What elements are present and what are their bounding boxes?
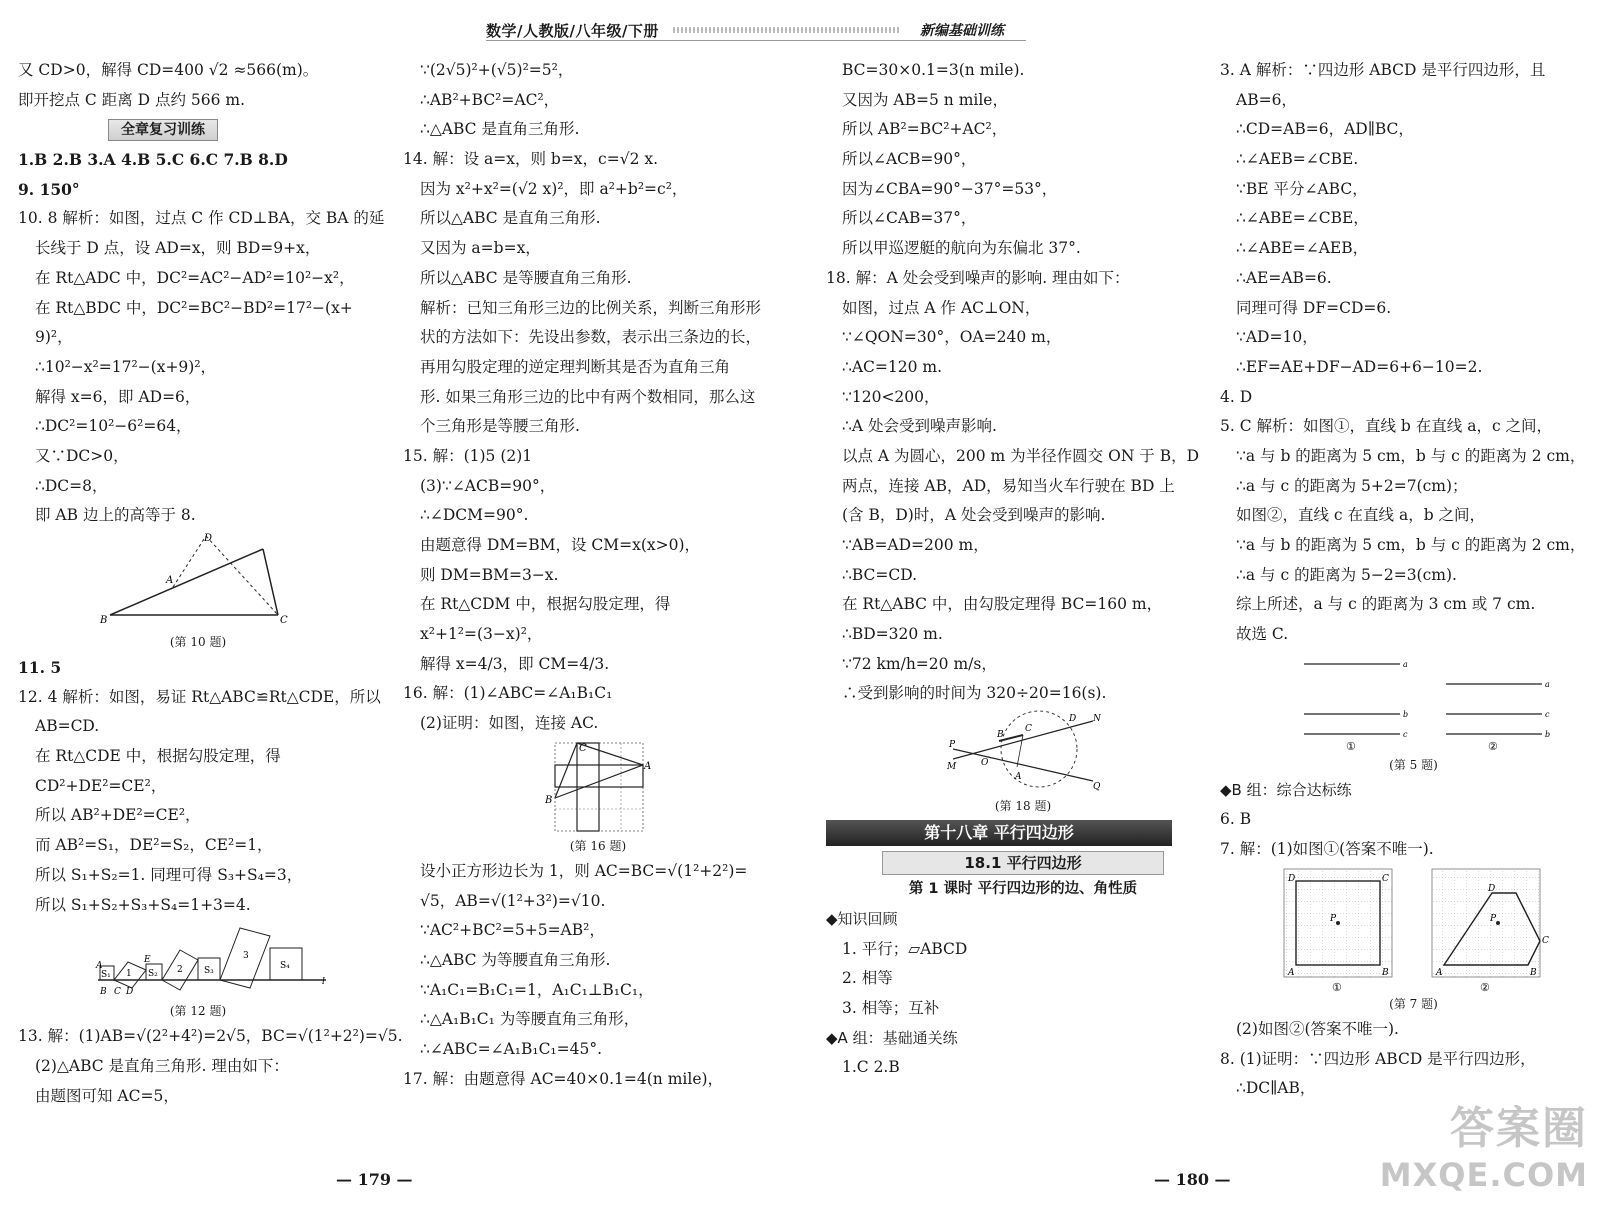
text-line: ∴∠DCM=90°. [420,506,529,525]
text-line: 11. 5 [18,658,62,677]
text-line: 以点 A 为圆心，200 m 为半径作圆交 ON 于 B，D [842,446,1200,465]
text-line: 1.C 2.B [842,1058,900,1077]
text-line: 17. 解：由题意得 AC=40×0.1=4(n mile)， [403,1069,724,1088]
text-line: CD²+DE²=CE²， [35,776,167,795]
label-q: Q [1093,782,1101,793]
text-line: 即 AB 边上的高等于 8. [35,506,196,525]
label-d: D [126,987,134,998]
text-line: 因为 x²+x²=(√2 x)²，即 a²+b²=c²， [420,179,688,198]
text-line: 在 Rt△CDM 中，根据勾股定理，得 [420,595,671,614]
label-n2: 2 [177,965,183,976]
text-line: 2. 相等 [842,969,893,988]
figure-12 [68,920,328,1000]
text-line: 长线于 D 点，设 AD=x，则 BD=9+x， [35,239,321,258]
text-line: ∴∠AEB=∠CBE. [1236,150,1359,169]
text-line: 7. 解：(1)如图①(答案不唯一). [1220,840,1434,859]
text-line: 3. A 解析：∵四边形 ABCD 是平行四边形，且 [1220,61,1546,79]
figure-16 [543,739,653,835]
group-heading: ◆知识回顾 [826,909,898,928]
text-line: 解得 x=6，即 AD=6， [35,387,201,406]
text-line: 3. 相等；互补 [842,998,940,1017]
label-c: C [1025,724,1032,735]
text-line: ∴∠ABE=∠AEB， [1236,239,1369,258]
text-line: ∴10²−x²=17²−(x+9)²， [35,357,217,376]
label-a: A [1287,967,1294,978]
text-line: 所以 S₁+S₂+S₃+S₄=1+3=4. [35,895,251,914]
text-line: 而 AB²=S₁，DE²=S₂，CE²=1， [35,836,273,855]
label-d: D [1487,883,1495,894]
column-1 [18,56,403,1111]
label-c: c [1544,709,1549,719]
text-line: ∴受到影响的时间为 320÷20=16(s). [842,684,1107,703]
text-line: 两点，连接 AB，AD，易知当火车行驶在 BD 上 [842,476,1175,495]
figure-caption: (第 12 题) [169,1004,227,1019]
text-line: 所以 AB²=BC²+AC²， [842,120,1008,139]
text-line: ∴AE=AB=6. [1236,268,1332,287]
text-line: 所以△ABC 是等腰直角三角形. [420,268,632,287]
chapter-banner: 第十八章 平行四边形 [826,820,1172,846]
text-line: √5，AB=√(1²+3²)=√10. [420,891,606,910]
label-c: C [280,615,288,626]
text-line: ∵BE 平分∠ABC， [1236,179,1368,198]
text-line: 所以∠CAB=37°， [842,209,977,228]
label-b: B [100,987,107,998]
label-a: A [1435,967,1442,978]
figure-10 [98,531,298,631]
text-line: ∵AC²+BC²=5+5=AB²， [420,921,605,940]
figure-caption: (第 5 题) [1389,757,1438,772]
label-a: A [644,760,652,772]
label-a: A [1015,772,1022,783]
label-one: ① [1345,739,1356,753]
text-line: 状的方法如下：先设出参数，表示出三条边的长， [420,328,762,347]
text-line: 在 Rt△ABC 中，由勾股定理得 BC=160 m， [842,595,1163,614]
text-line: 所以甲巡逻艇的航向为东偏北 37°. [842,239,1081,258]
text-line: 如图，过点 A 作 AC⊥ON， [842,298,1041,317]
text-line: ∵120<200， [842,387,940,406]
text-line: 所以 AB²+DE²=CE²， [35,806,201,825]
text-line: 个三角形是等腰三角形. [420,417,580,436]
text-line: 又 CD>0，解得 CD=400 √2 ≈566(m)。 [18,61,319,79]
label-b: b [1544,729,1550,739]
figure-caption: (第 7 题) [1389,996,1438,1011]
watermark-logo-text: 答案圈 [1450,1103,1588,1154]
text-line: 同理可得 DF=CD=6. [1236,298,1392,317]
label-c: C [1541,935,1549,946]
text-line: 1. 平行；▱ABCD [842,939,968,958]
text-line: ∵(2√5)²+(√5)²=5²， [420,61,574,79]
label-m: M [947,762,957,773]
text-line: 又因为 AB=5 n mile， [842,90,1008,109]
label-o: O [981,758,989,769]
watermark-url: MXQE.COM [1379,1156,1588,1194]
text-line: ∵72 km/h=20 m/s， [842,654,997,673]
text-line: ∴DC=8， [35,476,108,495]
text-line: ∵AD=10， [1236,328,1318,347]
text-line: ∴∠ABC=∠A₁B₁C₁=45°. [420,1039,603,1058]
text-line: ∴a 与 c 的距离为 5+2=7(cm)； [1236,476,1468,495]
text-line: BC=30×0.1=3(n mile). [842,61,1025,79]
text-line: 又∵DC>0， [35,446,129,465]
label-s2: S₂ [148,969,158,980]
text-line: 设小正方形边长为 1，则 AC=BC=√(1²+2²)= [420,861,748,880]
label-d: D [1069,714,1077,725]
text-line: ∴AB²+BC²=AC²， [420,90,560,109]
subsection-banner: 18.1 平行四边形 [882,851,1164,875]
text-line: ∵AB=AD=200 m， [842,536,989,554]
label-a: a [1544,679,1550,689]
watermark [1380,1092,1588,1194]
label-two: ② [1487,739,1498,753]
text-line: ∴EF=AE+DF−AD=6+6−10=2. [1236,357,1483,376]
text-line: 13. 解：(1)AB=√(2²+4²)=2√5，BC=√(1²+2²)=√5. [18,1027,403,1046]
label-c: C [114,987,121,998]
text-line: ∴DC∥AB， [1236,1079,1316,1098]
text-line: ∴△A₁B₁C₁ 为等腰直角三角形， [420,1010,640,1029]
header-brand: 新编基础训练 [920,23,1004,39]
group-heading: ◆A 组：基础通关练 [826,1028,958,1047]
header-dots [673,27,900,33]
text-line: x²+1²=(3−x)²， [420,625,543,644]
text-line: (2)证明：如图，连接 AC. [420,714,599,733]
text-line: ∵∠QON=30°，OA=240 m， [842,328,1062,347]
lesson-title: 第 1 课时 平行四边形的边、角性质 [908,881,1138,898]
text-line: 由题意得 DM=BM，设 CM=x(x>0)， [420,536,701,554]
label-a: A [96,961,103,972]
text-line: 又因为 a=b=x， [420,239,541,258]
text-line: 5. C 解析：如图①，直线 b 在直线 a，c 之间， [1220,417,1553,436]
group-heading: ◆B 组：综合达标练 [1220,780,1352,799]
label-s4: S₄ [280,961,290,972]
label-n: N [1093,714,1101,725]
text-line: 所以∠ACB=90°， [842,150,977,169]
text-line: 如图②，直线 c 在直线 a，b 之间， [1236,506,1486,525]
text-line: 10. 8 解析：如图，过点 C 作 CD⊥BA，交 BA 的延 [18,209,385,228]
text-line: ∴∠ABE=∠CBE， [1236,209,1369,228]
text-line: 在 Rt△ADC 中，DC²=AC²−AD²=10²−x²， [35,268,355,287]
text-line: ∴DC²=10²−6²=64， [35,417,192,436]
text-line: ∴△ABC 为等腰直角三角形. [420,950,611,969]
figure-caption: (第 10 题) [169,635,227,649]
figure-7 [1274,865,1554,993]
label-p: P [1329,913,1336,924]
label-two: ② [1479,980,1490,993]
text-line: 8. (1)证明：∵四边形 ABCD 是平行四边形， [1220,1049,1536,1068]
label-l: l [322,977,325,988]
text-line: 14. 解：设 a=x，则 b=x，c=√2 x. [403,150,659,169]
figure-caption: (第 16 题) [569,838,627,853]
text-line: 1.B 2.B 3.A 4.B 5.C 6.C 7.B 8.D [18,150,288,170]
text-line: ∵a 与 b 的距离为 5 cm，b 与 c 的距离为 2 cm， [1236,446,1586,465]
text-line: 15. 解：(1)5 (2)1 [403,446,533,465]
label-p: P [1489,913,1496,924]
text-line: ∴A 处会受到噪声影响. [842,417,997,436]
label-c: C [1381,873,1389,884]
text-line: 因为∠CBA=90°−37°=53°， [842,179,1058,198]
label-c: C [579,742,587,754]
label-n3: 3 [243,951,249,962]
text-line: ∵a 与 b 的距离为 5 cm，b 与 c 的距离为 2 cm， [1236,536,1586,554]
figure-18 [943,709,1103,795]
text-line: 即开挖点 C 距离 D 点约 566 m. [18,90,246,109]
label-b: B [545,794,553,806]
label-a: A [166,575,174,586]
text-line: 形. 如果三角形三边的比中有两个数相同，那么这 [420,387,756,406]
text-line: 12. 4 解析：如图，易证 Rt△ABC≌Rt△CDE，所以 [18,687,381,706]
text-line: (2)△ABC 是直角三角形. 理由如下： [35,1056,289,1075]
running-header: 数学/人教版/八年级/下册 [486,22,659,40]
label-n1: 1 [126,969,132,980]
text-line: 18. 解：A 处会受到噪声的影响. 理由如下： [826,268,1130,287]
text-line: ∴CD=AB=6，AD∥BC， [1236,120,1414,139]
label-p: P [949,740,956,751]
text-line: (含 B，D)时，A 处会受到噪声的影响. [842,506,1106,525]
header-rule [486,40,1026,41]
text-line: 所以△ABC 是直角三角形. [420,209,601,228]
label-s1: S₁ [101,970,111,981]
text-line: AB=CD. [35,717,100,736]
label-b: B [100,615,108,626]
label-d: D [204,533,213,544]
text-line: 则 DM=BM=3−x. [420,565,559,584]
text-line: 在 Rt△CDE 中，根据勾股定理，得 [35,747,281,766]
text-line: AB=6， [1236,90,1297,109]
label-e: E [144,955,151,966]
text-line: 综上所述，a 与 c 的距离为 3 cm 或 7 cm. [1236,595,1536,614]
label-s3: S₃ [204,966,214,977]
label-a: a [1402,659,1408,669]
text-line: 再用勾股定理的逆定理判断其是否为直角三角 [420,357,731,376]
column-4 [1220,56,1591,1104]
text-line: 解析：已知三角形三边的比例关系，判断三角形形 [420,298,762,317]
text-line: ∴BC=CD. [842,565,918,584]
text-line: 所以 S₁+S₂=1. 同理可得 S₃+S₄=3， [35,865,303,884]
column-3 [826,56,1204,1083]
text-line: ∴△ABC 是直角三角形. [420,120,580,139]
text-line: ∵A₁C₁=B₁C₁=1，A₁C₁⊥B₁C₁， [420,980,654,999]
text-line: 4. D [1220,387,1253,406]
label-d: D [1287,873,1295,884]
label-b: B [1529,967,1537,978]
label-one: ① [1331,980,1342,993]
text-line: 16. 解：(1)∠ABC=∠A₁B₁C₁ [403,684,613,703]
column-2 [403,56,793,1094]
label-b: b [1402,709,1408,719]
label-b: B [997,730,1004,741]
text-line: 在 Rt△BDC 中，DC²=BC²−BD²=17²−(x+ [35,298,353,317]
text-line: 由题图可知 AC=5， [35,1086,179,1105]
figure-5 [1274,650,1554,754]
figure-caption: (第 18 题) [994,799,1052,814]
text-line: 解得 x=4/3，即 CM=4/3. [420,654,610,673]
text-line: 故选 C. [1236,625,1289,644]
text-line: (3)∵∠ACB=90°， [420,476,556,495]
text-line: 9)²， [35,328,73,347]
text-line: ∴AC=120 m. [842,357,943,376]
text-line: ∴a 与 c 的距离为 5−2=3(cm). [1236,565,1457,584]
text-line: 6. B [1220,810,1252,829]
page-number-left: — 179 — [336,1170,413,1189]
page-number-right: — 180 — [1154,1170,1231,1189]
label-b: B [1381,967,1389,978]
text-line: (2)如图②(答案不唯一). [1236,1019,1399,1038]
label-c: c [1402,729,1407,739]
text-line: ∴BD=320 m. [842,625,943,644]
section-heading: 全章复习训练 [108,119,218,141]
text-line: 9. 150° [18,179,80,199]
